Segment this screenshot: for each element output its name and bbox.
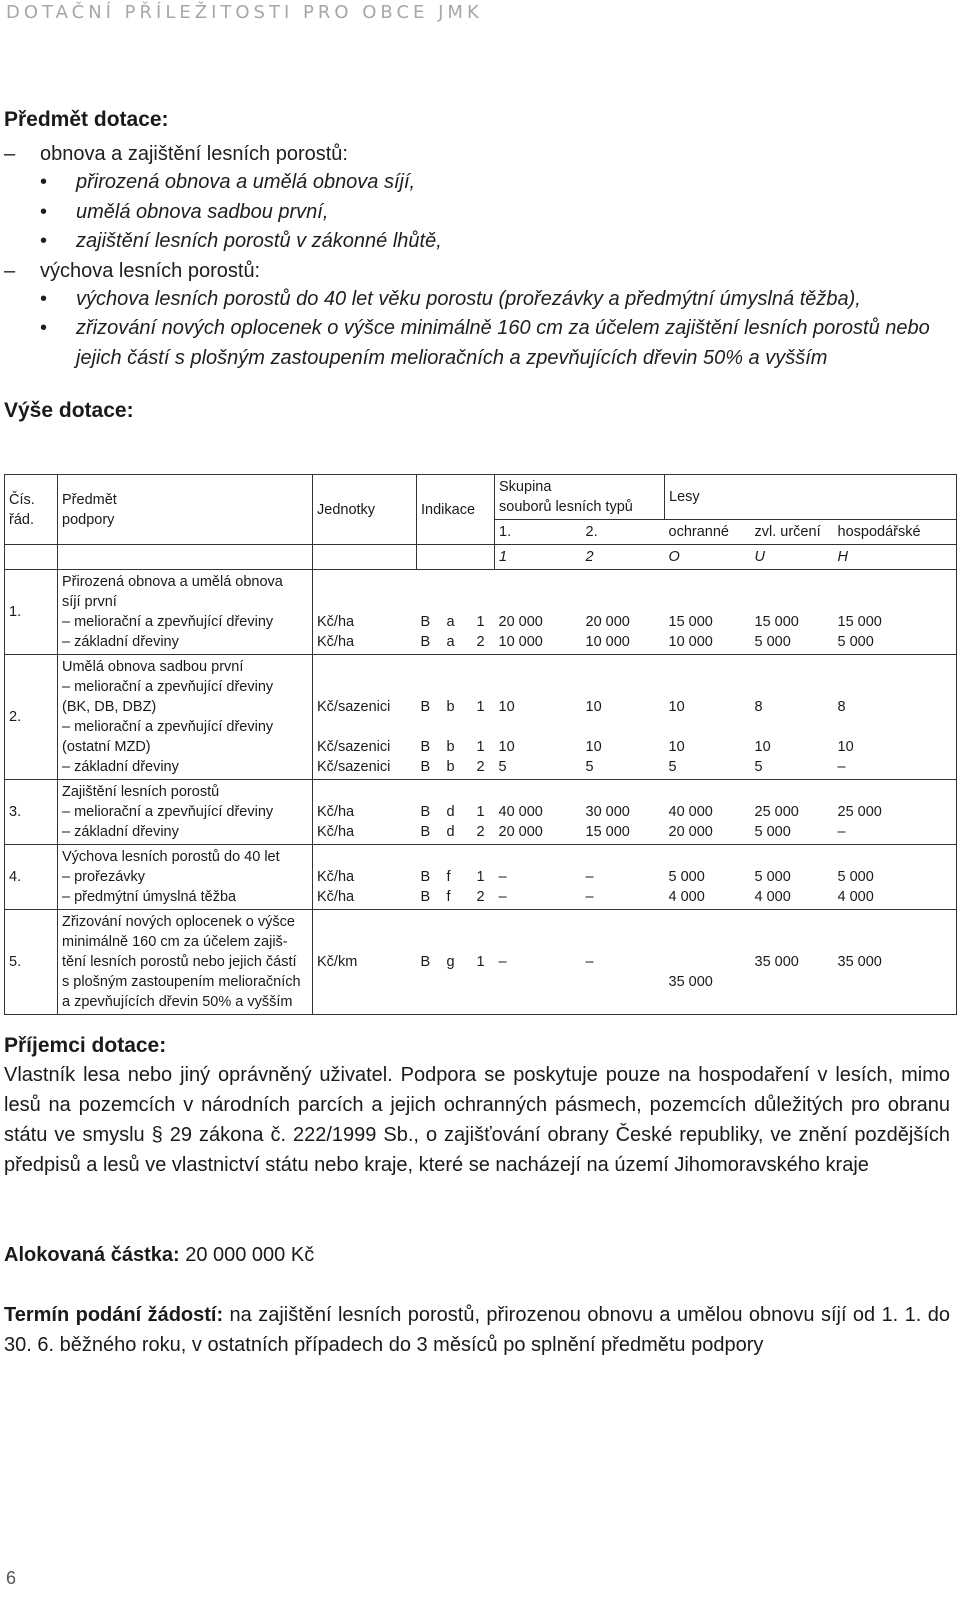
code-u: U — [751, 545, 834, 570]
row-c2: – – — [582, 845, 665, 910]
row-number: 1. — [5, 570, 58, 655]
subject-bullet-item — [4, 198, 952, 228]
row-ind-b: b b b — [443, 655, 473, 780]
row-ind-b: d d — [443, 780, 473, 845]
row-subject: Výchova lesních porostů do 40 let – prořezávky – předmýtní úmyslná těžba — [58, 845, 313, 910]
recipients-heading: Příjemci dotace: — [4, 1034, 167, 1057]
deadline-label: Termín podání žádostí: — [4, 1304, 224, 1326]
header-num: Čís. řád. — [5, 475, 58, 545]
page-number: 6 — [6, 1568, 17, 1588]
bullet-icon: • — [40, 287, 48, 310]
subject-bullet-item — [4, 314, 952, 373]
subject-dash-item — [4, 140, 952, 168]
allocated-label: Alokovaná částka: — [4, 1244, 180, 1266]
table-header-row-1 — [5, 475, 957, 520]
row-c1: – – — [495, 845, 582, 910]
subject-bullet-item — [4, 168, 952, 198]
row-co: 5 000 4 000 — [665, 845, 751, 910]
table-code-row — [5, 545, 957, 570]
table-row — [5, 845, 957, 910]
bullet-icon: • — [40, 200, 48, 223]
row-ind-c: 1 2 — [473, 570, 495, 655]
header-units: Jednotky — [313, 475, 417, 545]
header-group: Skupina souborů lesních typů — [495, 475, 665, 520]
row-c2: 10 10 5 — [582, 655, 665, 780]
allocated-amount — [4, 1240, 314, 1270]
recipients-section — [4, 1032, 950, 1180]
row-c2: 20 000 10 000 — [582, 570, 665, 655]
row-ch: 25 000 – — [834, 780, 957, 845]
amount-heading: Výše dotace: — [4, 399, 134, 422]
subject-bullet-item — [4, 285, 952, 315]
subject-dash-item — [4, 257, 952, 285]
row-c1: 40 000 20 000 — [495, 780, 582, 845]
header-indication: Indikace — [417, 475, 495, 545]
row-units: Kč/ha Kč/ha — [313, 845, 417, 910]
row-cu: 15 000 5 000 — [751, 570, 834, 655]
row-cu: 5 000 4 000 — [751, 845, 834, 910]
row-ch: 35 000 — [834, 910, 957, 1015]
bullet-icon: • — [40, 171, 48, 193]
row-ind-b: f f — [443, 845, 473, 910]
row-ind-b: g — [443, 910, 473, 1015]
subject-heading: Předmět dotace: — [4, 108, 169, 131]
grant-table-body — [5, 570, 957, 1015]
header-col-economic: hospodářské — [834, 520, 957, 545]
row-c2: 30 000 15 000 — [582, 780, 665, 845]
row-ind-a: B B B — [417, 655, 443, 780]
row-units: Kč/ha Kč/ha — [313, 780, 417, 845]
deadline-text: na zajištění lesních porostů, přirozenou obnovu a umělou obnovu síjí od 1. 1. do 30. 6. běžného roku, v ostatních případech do 3 měsíců po splnění předmětu podpory — [4, 1304, 950, 1356]
row-ind-c: 1 — [473, 910, 495, 1015]
row-c2: – — [582, 910, 665, 1015]
code-1: 1 — [495, 545, 582, 570]
dash-icon: – — [4, 259, 16, 282]
grant-table-wrapper — [4, 474, 956, 1015]
table-row — [5, 780, 957, 845]
subject-item-text: výchova lesních porostů: — [40, 259, 261, 282]
row-c1: 20 000 10 000 — [495, 570, 582, 655]
table-row — [5, 570, 957, 655]
row-ind-c: 1 2 — [473, 780, 495, 845]
deadline-section — [4, 1300, 950, 1360]
row-co: 10 10 5 — [665, 655, 751, 780]
row-ind-a: B B — [417, 780, 443, 845]
row-ind-c: 1 2 — [473, 845, 495, 910]
row-number: 5. — [5, 910, 58, 1015]
row-units: Kč/ha Kč/ha — [313, 570, 417, 655]
row-co: 40 000 20 000 — [665, 780, 751, 845]
recipients-text: Vlastník lesa nebo jiný oprávněný uživatel. Podpora se poskytuje pouze na hospodaření v lesích, mimo lesů na pozemcích v národních parcích a jejich ochranných pásmech, pozemcích důležitých pro obranu státu ve smyslu § 29 zákona č. 222/1999 Sb., o zajišťování obrany České republiky, ve znění pozdějších předpisů a lesů ve vlastnictví státu nebo kraje, které se nacházejí na území Jihomoravského kraje — [4, 1064, 950, 1176]
table-row — [5, 655, 957, 780]
subject-list — [4, 140, 952, 373]
subject-item-text: zřizování nových oplocenek o výšce minimálně 160 cm za účelem zajištění lesních porostů nebo jejich částí s plošným zastoupením melioračních a zpevňujících dřevin 50% a vyšším — [76, 317, 930, 369]
row-c1: 10 10 5 — [495, 655, 582, 780]
code-h: H — [834, 545, 957, 570]
subject-section — [4, 106, 952, 425]
row-units: Kč/km — [313, 910, 417, 1015]
row-number: 2. — [5, 655, 58, 780]
code-2: 2 — [582, 545, 665, 570]
header-col-protective: ochranné — [665, 520, 751, 545]
row-ind-b: a a — [443, 570, 473, 655]
dash-icon: – — [4, 143, 16, 165]
subject-bullet-item — [4, 227, 952, 257]
row-ch: 5 000 4 000 — [834, 845, 957, 910]
row-ch: 8 10 – — [834, 655, 957, 780]
row-ind-a: B B — [417, 845, 443, 910]
table-row — [5, 910, 957, 1015]
subject-item-text: obnova a zajištění lesních porostů: — [40, 143, 348, 165]
row-number: 4. — [5, 845, 58, 910]
allocated-value: 20 000 000 Kč — [179, 1244, 315, 1266]
header-col1: 1. — [495, 520, 582, 545]
subject-item-text: výchova lesních porostů do 40 let věku porostu (prořezávky a předmýtní úmyslná těžba), — [76, 287, 861, 310]
row-subject: Zřizování nových oplocenek o výšce minimálně 160 cm za účelem zajiš- tění lesních porostů nebo jejich částí s plošným zastoupením melioračních a zpevňujících dřevin 50% a vyšším — [58, 910, 313, 1015]
row-cu: 25 000 5 000 — [751, 780, 834, 845]
page-header: DOTAČNÍ PŘÍLEŽITOSTI PRO OBCE JMK — [6, 2, 483, 23]
header-col2: 2. — [582, 520, 665, 545]
grant-table — [4, 474, 957, 1015]
row-co: 15 000 10 000 — [665, 570, 751, 655]
row-cu: 8 10 5 — [751, 655, 834, 780]
row-co: 35 000 — [665, 910, 751, 1015]
header-subject: Předmět podpory — [58, 475, 313, 545]
row-ch: 15 000 5 000 — [834, 570, 957, 655]
subject-item-text: zajištění lesních porostů v zákonné lhůtě, — [76, 230, 442, 252]
code-o: O — [665, 545, 751, 570]
row-subject: Přirozená obnova a umělá obnova síjí první – meliorační a zpevňující dřeviny – základní dřeviny — [58, 570, 313, 655]
row-ind-a: B — [417, 910, 443, 1015]
subject-item-text: přirozená obnova a umělá obnova síjí, — [76, 171, 416, 193]
row-ind-a: B B — [417, 570, 443, 655]
row-subject: Zajištění lesních porostů – meliorační a zpevňující dřeviny – základní dřeviny — [58, 780, 313, 845]
row-subject: Umělá obnova sadbou první – meliorační a zpevňující dřeviny (BK, DB, DBZ) – meliorační a zpevňující dřeviny (ostatní MZD) – základní dřeviny — [58, 655, 313, 780]
header-col-special: zvl. určení — [751, 520, 834, 545]
bullet-icon: • — [40, 317, 48, 339]
row-c1: – — [495, 910, 582, 1015]
row-number: 3. — [5, 780, 58, 845]
row-cu: 35 000 — [751, 910, 834, 1015]
header-forests: Lesy — [665, 475, 957, 520]
subject-item-text: umělá obnova sadbou první, — [76, 200, 329, 223]
row-ind-c: 1 1 2 — [473, 655, 495, 780]
row-units: Kč/sazenici Kč/sazenici Kč/sazenici — [313, 655, 417, 780]
bullet-icon: • — [40, 230, 48, 252]
